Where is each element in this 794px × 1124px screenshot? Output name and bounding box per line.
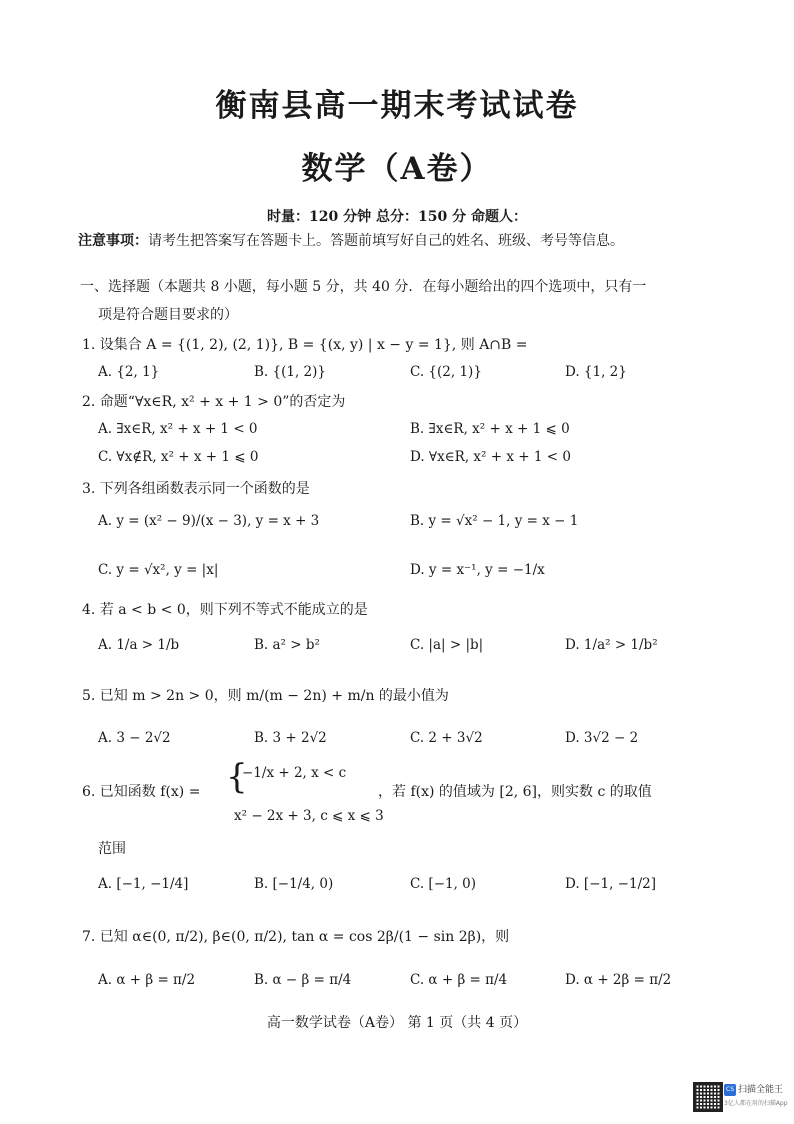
page-footer: 高一数学试卷（A卷） 第 1 页（共 4 页）	[266, 1015, 528, 1031]
q3-option-c: C. y = √x², y = |x|	[98, 562, 219, 578]
q6-option-b: B. [−1/4, 0)	[254, 876, 334, 892]
q6-case1: −1/x + 2, x < c	[242, 765, 347, 781]
q5-stem: 5. 已知 m > 2n > 0，则 m/(m − 2n) + m/n 的最小值为	[82, 688, 449, 704]
q1-option-d: D. {1, 2}	[565, 364, 627, 380]
q1-option-b: B. {(1, 2)}	[254, 364, 326, 380]
q2-stem: 2. 命题“∀x∈R, x² + x + 1 > 0”的否定为	[82, 394, 346, 410]
notice-label: 注意事项：	[78, 233, 148, 249]
q1-option-a: A. {2, 1}	[98, 364, 160, 380]
q7-stem: 7. 已知 α∈(0, π/2), β∈(0, π/2), tan α = cos 2β/(1 − sin 2β)，则	[82, 929, 510, 945]
section-heading-line2: 项是符合题目要求的）	[98, 307, 238, 323]
q6-stem-post: ，若 f(x) 的值域为 [2, 6]，则实数 c 的取值	[378, 784, 652, 800]
watermark-brand: 扫描全能王	[738, 1085, 784, 1095]
q2-option-a: A. ∃x∈R, x² + x + 1 < 0	[98, 421, 258, 437]
q6-option-c: C. [−1, 0)	[410, 876, 477, 892]
q7-option-b: B. α − β = π/4	[254, 972, 352, 988]
q2-option-c: C. ∀x∉R, x² + x + 1 ⩽ 0	[98, 449, 259, 465]
q6-stem-cont: 范围	[98, 841, 126, 857]
q4-stem: 4. 若 a < b < 0，则下列不等式不能成立的是	[82, 602, 368, 618]
exam-subtitle: 数学（A卷）	[301, 151, 493, 187]
q4-option-d: D. 1/a² > 1/b²	[565, 637, 658, 653]
q5-option-d: D. 3√2 − 2	[565, 730, 639, 746]
q5-option-a: A. 3 − 2√2	[98, 730, 171, 746]
watermark-sub: 3亿人都在用的扫描App	[724, 1100, 788, 1107]
camscanner-logo-icon	[724, 1084, 736, 1096]
q5-option-b: B. 3 + 2√2	[254, 730, 327, 746]
q3-option-a: A. y = (x² − 9)/(x − 3), y = x + 3	[98, 513, 320, 529]
notice	[78, 230, 624, 250]
q1-stem: 1. 设集合 A = {(1, 2), (2, 1)}, B = {(x, y) | x − y = 1}, 则 A∩B =	[82, 337, 528, 353]
q3-stem: 3. 下列各组函数表示同一个函数的是	[82, 481, 310, 497]
exam-title: 衡南县高一期末考试试卷	[215, 88, 579, 124]
q5-option-c: C. 2 + 3√2	[410, 730, 483, 746]
q4-option-a: A. 1/a > 1/b	[98, 637, 180, 653]
q7-option-a: A. α + β = π/2	[98, 972, 196, 988]
q6-stem-pre: 6. 已知函数 f(x) =	[82, 784, 201, 800]
section-heading-line1: 一、选择题（本题共 8 小题，每小题 5 分，共 40 分．在每小题给出的四个选项中，只有一	[80, 279, 647, 295]
q6-option-d: D. [−1, −1/2]	[565, 876, 656, 892]
q4-option-b: B. a² > b²	[254, 637, 320, 653]
q2-option-d: D. ∀x∈R, x² + x + 1 < 0	[410, 449, 571, 465]
q3-option-d: D. y = x⁻¹, y = −1/x	[410, 562, 545, 578]
qr-code-icon	[693, 1082, 723, 1112]
q4-option-c: C. |a| > |b|	[410, 637, 484, 653]
q6-brace: {	[226, 757, 248, 797]
q1-option-c: C. {(2, 1)}	[410, 364, 482, 380]
q6-case2: x² − 2x + 3, c ⩽ x ⩽ 3	[234, 808, 384, 824]
q6-option-a: A. [−1, −1/4]	[98, 876, 189, 892]
camscanner-logo-text: CS	[726, 1086, 734, 1093]
exam-meta: 时量：120 分钟 总分：150 分 命题人：	[267, 209, 527, 225]
notice-text: 请考生把答案写在答题卡上。答题前填写好自己的姓名、班级、考号等信息。	[148, 233, 624, 249]
q7-option-c: C. α + β = π/4	[410, 972, 508, 988]
q7-option-d: D. α + 2β = π/2	[565, 972, 672, 988]
q3-option-b: B. y = √x² − 1, y = x − 1	[410, 513, 579, 529]
q2-option-b: B. ∃x∈R, x² + x + 1 ⩽ 0	[410, 421, 570, 437]
